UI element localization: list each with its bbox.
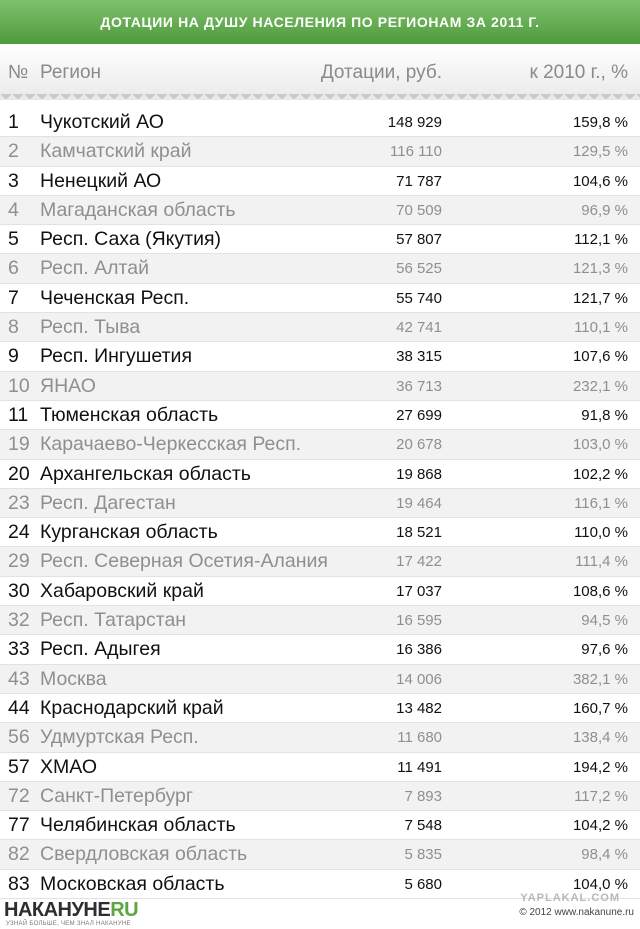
row-number: 30 xyxy=(8,579,30,602)
row-region: Респ. Адыгея xyxy=(40,638,161,661)
row-change: 91,8 % xyxy=(581,406,628,424)
table-row xyxy=(0,723,640,752)
row-region: Респ. Ингушетия xyxy=(40,345,193,368)
row-subsidy: 57 807 xyxy=(396,231,442,249)
table-row xyxy=(0,225,640,254)
row-region: Карачаево-Черкесская Респ. xyxy=(40,433,302,456)
row-change: 121,7 % xyxy=(572,289,628,307)
row-subsidy: 27 699 xyxy=(396,406,442,424)
table-header xyxy=(0,44,640,100)
table-row xyxy=(0,313,640,342)
header-subsidy: Дотации, руб. xyxy=(320,62,442,83)
row-change: 107,6 % xyxy=(572,348,628,366)
table-row xyxy=(0,665,640,694)
row-change: 94,5 % xyxy=(581,612,628,630)
table-row xyxy=(0,167,640,196)
row-change: 103,0 % xyxy=(572,436,628,454)
row-change: 104,6 % xyxy=(572,172,628,190)
table-row xyxy=(0,489,640,518)
row-region: ХМАО xyxy=(40,755,97,778)
row-change: 110,1 % xyxy=(574,319,628,337)
row-change: 96,9 % xyxy=(581,201,628,219)
row-number: 6 xyxy=(8,257,19,280)
row-subsidy: 5 835 xyxy=(404,846,442,864)
table-row xyxy=(0,518,640,547)
table-row xyxy=(0,606,640,635)
data-table xyxy=(0,108,640,899)
row-region: Тюменская область xyxy=(40,403,219,426)
header-divider xyxy=(0,94,640,106)
row-change: 108,6 % xyxy=(572,582,628,600)
row-number: 83 xyxy=(8,872,30,895)
row-number: 33 xyxy=(8,638,30,661)
row-subsidy: 17 037 xyxy=(396,582,442,600)
row-number: 4 xyxy=(8,198,19,221)
table-row xyxy=(0,811,640,840)
row-change: 97,6 % xyxy=(581,641,628,659)
table-row xyxy=(0,460,640,489)
row-change: 111,4 % xyxy=(575,553,628,571)
logo-tagline: УЗНАЙ БОЛЬШЕ, ЧЕМ ЗНАЛ НАКАНУНЕ xyxy=(6,921,131,927)
row-number: 72 xyxy=(8,784,30,807)
row-number: 2 xyxy=(8,140,19,163)
row-number: 19 xyxy=(8,433,30,456)
table-row xyxy=(0,137,640,166)
row-number: 20 xyxy=(8,462,30,485)
row-number: 1 xyxy=(8,111,19,133)
row-region: Удмуртская Респ. xyxy=(40,726,199,749)
row-region: Магаданская область xyxy=(40,198,236,221)
row-region: Чукотский АО xyxy=(40,111,164,133)
header-region: Регион xyxy=(40,62,102,83)
row-region: Респ. Саха (Якутия) xyxy=(40,228,222,251)
chart-title: ДОТАЦИИ НА ДУШУ НАСЕЛЕНИЯ ПО РЕГИОНАМ ЗА 2011 Г. xyxy=(100,14,540,30)
row-region: Свердловская область xyxy=(40,843,248,866)
table-row xyxy=(0,577,640,606)
row-subsidy: 14 006 xyxy=(396,670,442,688)
row-number: 43 xyxy=(8,667,30,690)
row-region: Челябинская область xyxy=(40,814,236,837)
row-change: 159,8 % xyxy=(572,114,628,131)
logo-accent: RU xyxy=(110,899,139,921)
table-row xyxy=(0,196,640,225)
table-row xyxy=(0,635,640,664)
row-subsidy: 17 422 xyxy=(396,553,442,571)
row-region: Респ. Дагестан xyxy=(40,491,176,514)
table-row xyxy=(0,108,640,137)
row-region: Архангельская область xyxy=(40,462,251,485)
row-number: 29 xyxy=(8,550,30,573)
row-subsidy: 11 491 xyxy=(397,758,442,776)
table-row xyxy=(0,753,640,782)
row-region: Краснодарский край xyxy=(40,696,224,719)
row-region: Хабаровский край xyxy=(40,579,204,602)
row-subsidy: 36 713 xyxy=(396,377,442,395)
row-change: 102,2 % xyxy=(572,465,628,483)
row-change: 382,1 % xyxy=(572,670,628,688)
row-change: 110,0 % xyxy=(574,524,628,542)
watermark: YAPLAKAL.COM xyxy=(520,892,620,904)
row-change: 194,2 % xyxy=(572,758,628,776)
row-number: 5 xyxy=(8,228,19,251)
row-region: Москва xyxy=(40,667,107,690)
row-change: 117,2 % xyxy=(574,787,628,805)
row-region: Камчатский край xyxy=(40,140,192,163)
row-subsidy: 42 741 xyxy=(396,319,442,337)
row-number: 82 xyxy=(8,843,30,866)
row-number: 57 xyxy=(8,755,30,778)
row-number: 44 xyxy=(8,696,30,719)
row-subsidy: 11 680 xyxy=(397,729,442,747)
row-subsidy: 116 110 xyxy=(390,143,442,161)
table-row xyxy=(0,547,640,576)
row-number: 9 xyxy=(8,345,19,368)
row-change: 232,1 % xyxy=(572,377,628,395)
row-number: 7 xyxy=(8,286,19,309)
table-row xyxy=(0,254,640,283)
row-subsidy: 71 787 xyxy=(396,172,442,190)
row-change: 98,4 % xyxy=(581,846,628,864)
table-row xyxy=(0,401,640,430)
header-number: № xyxy=(8,62,29,83)
row-region: Санкт-Петербург xyxy=(40,784,193,807)
copyright: © 2012 www.nakanune.ru xyxy=(519,907,634,918)
row-subsidy: 70 509 xyxy=(396,201,442,219)
row-region: Ненецкий АО xyxy=(40,169,162,192)
row-region: Респ. Тыва xyxy=(40,316,141,339)
row-subsidy: 148 929 xyxy=(387,114,442,131)
row-subsidy: 55 740 xyxy=(396,289,442,307)
row-region: Респ. Северная Осетия-Алания xyxy=(40,550,328,573)
row-change: 129,5 % xyxy=(572,143,628,161)
row-number: 8 xyxy=(8,316,19,339)
row-number: 23 xyxy=(8,491,30,514)
table-row xyxy=(0,372,640,401)
row-region: Респ. Татарстан xyxy=(40,609,187,632)
table-row xyxy=(0,694,640,723)
logo-main: НАКАНУНЕ xyxy=(4,899,111,921)
row-change: 104,2 % xyxy=(572,817,628,835)
row-subsidy: 20 678 xyxy=(396,436,442,454)
row-subsidy: 19 464 xyxy=(396,494,442,512)
table-row xyxy=(0,840,640,869)
row-subsidy: 38 315 xyxy=(396,348,442,366)
table-row xyxy=(0,284,640,313)
row-change: 138,4 % xyxy=(572,729,628,747)
row-change: 104,0 % xyxy=(572,875,628,893)
row-region: ЯНАО xyxy=(40,374,96,397)
nakanune-logo xyxy=(4,899,138,922)
row-change: 116,1 % xyxy=(574,494,628,512)
chart-title-banner xyxy=(0,0,640,44)
row-region: Курганская область xyxy=(40,521,218,544)
row-change: 121,3 % xyxy=(572,260,628,278)
table-row xyxy=(0,782,640,811)
row-change: 112,1 % xyxy=(574,231,628,249)
row-region: Чеченская Респ. xyxy=(40,286,190,309)
row-number: 3 xyxy=(8,169,19,192)
row-subsidy: 16 595 xyxy=(396,612,442,630)
row-number: 24 xyxy=(8,521,30,544)
row-subsidy: 5 680 xyxy=(404,875,442,893)
row-number: 32 xyxy=(8,609,30,632)
table-row xyxy=(0,430,640,459)
header-change: к 2010 г., % xyxy=(529,62,628,83)
row-subsidy: 16 386 xyxy=(396,641,442,659)
row-number: 77 xyxy=(8,814,30,837)
row-change: 160,7 % xyxy=(572,699,628,717)
row-region: Респ. Алтай xyxy=(40,257,149,280)
row-region: Московская область xyxy=(40,872,225,895)
row-subsidy: 18 521 xyxy=(396,524,442,542)
row-number: 11 xyxy=(8,403,29,426)
row-subsidy: 56 525 xyxy=(396,260,442,278)
row-subsidy: 19 868 xyxy=(396,465,442,483)
row-number: 10 xyxy=(8,374,30,397)
row-number: 56 xyxy=(8,726,30,749)
row-subsidy: 7 548 xyxy=(404,817,442,835)
table-row xyxy=(0,342,640,371)
row-subsidy: 13 482 xyxy=(396,699,442,717)
row-subsidy: 7 893 xyxy=(404,787,442,805)
footer xyxy=(0,893,640,929)
